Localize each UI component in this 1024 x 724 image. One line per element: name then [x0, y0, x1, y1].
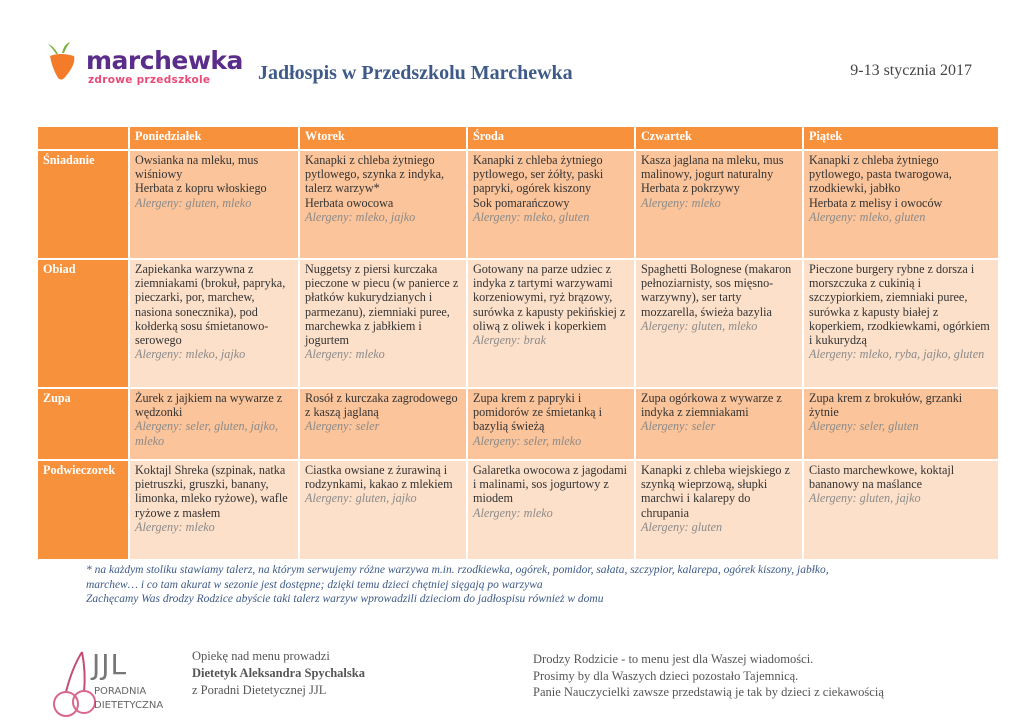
- allergens-text: Alergeny: gluten, jajko: [305, 491, 417, 506]
- day-header: Czwartek: [635, 126, 803, 150]
- dish-text: Kanapki z chleba żytniego pytlowego, pasta twarogowa, rzodkiewki, jabłko: [809, 153, 952, 196]
- menu-cell: [635, 460, 803, 560]
- corner-cell: [37, 126, 129, 150]
- menu-table: [36, 125, 1000, 561]
- dish-text: Zupa ogórkowa z wywarze z indyka z ziemniakami: [641, 391, 782, 420]
- allergens-text: Alergeny: brak: [473, 333, 546, 348]
- allergens-text: Alergeny: gluten, jajko: [809, 491, 921, 506]
- allergens-text: Alergeny: mleko: [135, 519, 215, 534]
- allergens-text: Alergeny: seler, mleko: [473, 433, 582, 448]
- menu-cell: [129, 388, 299, 460]
- allergens-text: Alergeny: mleko, ryba, jajko, gluten: [809, 347, 985, 362]
- allergens-text: Alergeny: gluten, mleko: [135, 195, 252, 210]
- menu-cell: [467, 460, 635, 560]
- menu-cell: [299, 150, 467, 259]
- day-header: Wtorek: [299, 126, 467, 150]
- menu-cell: [803, 150, 999, 259]
- jjl-clinic-logo: [52, 648, 182, 724]
- parents-line: Prosimy by dla Waszych dzieci pozostało Tajemnicą.: [533, 668, 799, 683]
- allergens-text: Alergeny: mleko, jajko: [135, 347, 246, 362]
- dish-text: Kanapki z chleba żytniego pytlowego, ser żółty, paski papryki, ogórek kiszony: [473, 153, 604, 196]
- dish-text: Żurek z jajkiem na wywarze z wędzonki: [135, 391, 283, 420]
- allergens-text: Alergeny: seler: [641, 419, 716, 434]
- dish-text: Herbata owocowa: [305, 195, 394, 210]
- dish-text: Pieczone burgery rybne z dorsza i morszczuka z cukinią i szczypiorkiem, ziemniaki puree, surówka z kapusty białej z koperkiem, rzodkiewkami, ogórkiem i kukurydzą: [809, 262, 990, 348]
- dish-text: Kanapki z chleba wiejskiego z szynką wieprzową, słupki marchwi i kalarepy do chrupania: [641, 463, 790, 520]
- note-line: Zachęcamy Was drodzy Rodzice abyście taki talerz warzyw wprowadzili dzieciom do jadłospisu również w domu: [86, 593, 604, 605]
- day-header: Piątek: [803, 126, 999, 150]
- logo-tagline: zdrowe przedszkole: [88, 74, 211, 86]
- menu-header-row: [37, 126, 999, 150]
- dish-text: Nuggetsy z piersi kurczaka pieczone w piecu (w panierce z płatków kukurydzianych i parmezanu), ziemniaki puree, marchewka z jabłkiem i jogurtem: [305, 262, 459, 348]
- day-header: Środa: [467, 126, 635, 150]
- meal-row-zupa: [37, 388, 999, 460]
- allergens-text: Alergeny: mleko: [305, 347, 385, 362]
- day-header: Poniedziałek: [129, 126, 299, 150]
- allergens-text: Alergeny: seler: [305, 419, 380, 434]
- menu-cell: [129, 460, 299, 560]
- dish-text: Spaghetti Bolognese (makaron pełnoziarnisty, sos mięsno-warzywny), ser tarty mozzarella, świeża bazylia: [641, 262, 792, 319]
- dietitian-name: Dietetyk Aleksandra Spychalska: [192, 666, 365, 680]
- allergens-text: Alergeny: seler, gluten, jajko, mleko: [135, 419, 279, 448]
- allergens-text: Alergeny: seler, gluten: [809, 419, 919, 434]
- dish-text: Zapiekanka warzywna z ziemniakami (brokuł, papryka, pieczarki, por, marchew, nasiona sonecznika), pod kołderką sosu śmietanowo-serowego: [135, 262, 286, 348]
- parents-line: Drodzy Rodzicie - to menu jest dla Waszej wiadomości.: [533, 652, 814, 666]
- marchewka-logo: [44, 40, 243, 88]
- menu-cell: [467, 150, 635, 259]
- jjl-logo-text: JJL: [92, 648, 128, 681]
- menu-cell: [467, 259, 635, 388]
- allergens-text: Alergeny: gluten: [641, 519, 723, 534]
- menu-cell: [803, 460, 999, 560]
- jjl-logo-sub2: DIETETYCZNA: [94, 700, 164, 711]
- allergens-text: Alergeny: mleko: [641, 195, 721, 210]
- dietitian-info: [192, 648, 365, 699]
- meal-row-sniadanie: [37, 150, 999, 259]
- dish-text: Owsianka na mleku, mus wiśniowy: [135, 153, 259, 182]
- menu-cell: [635, 150, 803, 259]
- allergens-text: Alergeny: mleko, gluten: [473, 209, 590, 224]
- dish-text: Ciastka owsiane z żurawiną i rodzynkami, kakao z mlekiem: [305, 463, 453, 492]
- menu-date: 9-13 stycznia 2017: [850, 62, 972, 79]
- vegetable-plate-note: [86, 563, 829, 607]
- dish-text: Zupa krem z papryki i pomidorów ze śmietanką i bazylią świeżą: [473, 391, 602, 434]
- dish-text: Rosół z kurczaka zagrodowego z kaszą jaglaną: [305, 391, 458, 420]
- dish-text: Galaretka owocowa z jagodami i malinami, sos jogurtowy z miodem: [473, 463, 627, 506]
- menu-cell: [299, 460, 467, 560]
- meal-label: Podwieczorek: [37, 460, 129, 560]
- dish-text: Koktajl Shreka (szpinak, natka pietruszki, gruszki, banany, limonka, mleko ryżowe), wafle ryżowe z masłem: [135, 463, 288, 520]
- menu-cell: [635, 259, 803, 388]
- dish-text: Herbata z kopru włoskiego: [135, 181, 267, 196]
- menu-cell: [467, 388, 635, 460]
- dish-text: Herbata z melisy i owoców: [809, 195, 943, 210]
- carrot-icon: [44, 42, 84, 86]
- note-line: marchew… i co tam akurat w sezonie jest dostępne; dzięki temu dzieci chętniej sięgają po warzywa: [86, 578, 543, 591]
- menu-cell: [803, 259, 999, 388]
- allergens-text: Alergeny: mleko: [473, 505, 553, 520]
- page-title: Jadłospis w Przedszkolu Marchewka: [258, 62, 573, 84]
- parents-message: [533, 651, 884, 701]
- dish-text: Kanapki z chleba żytniego pytlowego, szynka z indyka, talerz warzyw*: [305, 153, 445, 196]
- parents-line: Panie Nauczycielki zawsze przedstawią je tak by dzieci z ciekawością: [533, 685, 884, 699]
- jjl-logo-sub1: PORADNIA: [94, 686, 147, 697]
- diet-line: z Poradni Dietetycznej JJL: [192, 683, 327, 697]
- note-line: * na każdym stoliku stawiamy talerz, na którym serwujemy różne warzywa m.in. rzodkiewka, ogórek, pomidor, sałata, szczypior, kalarepa, ogórek kiszony, jabłko,: [86, 564, 829, 576]
- logo-brand: marchewka: [86, 46, 243, 75]
- menu-cell: [803, 388, 999, 460]
- allergens-text: Alergeny: gluten, mleko: [641, 318, 758, 333]
- dish-text: Gotowany na parze udziec z indyka z tartymi warzywami korzeniowymi, ryż brązowy, surówka z kapusty pekińskiej z oliwą z oliwek i koperkiem: [473, 262, 626, 333]
- meal-label: Śniadanie: [37, 150, 129, 259]
- allergens-text: Alergeny: mleko, jajko: [305, 209, 416, 224]
- dish-text: Kasza jaglana na mleku, mus malinowy, jogurt naturalny: [641, 153, 784, 182]
- dish-text: Zupa krem z brokułów, grzanki żytnie: [809, 391, 963, 420]
- dish-text: Sok pomarańczowy: [473, 195, 570, 210]
- menu-cell: [299, 388, 467, 460]
- allergens-text: Alergeny: mleko, gluten: [809, 209, 926, 224]
- meal-label: Obiad: [37, 259, 129, 388]
- dish-text: Ciasto marchewkowe, koktajl bananowy na maślance: [809, 463, 955, 492]
- diet-line: Opiekę nad menu prowadzi: [192, 649, 330, 663]
- dish-text: Herbata z pokrzywy: [641, 181, 740, 196]
- meal-row-podwieczorek: [37, 460, 999, 560]
- menu-cell: [129, 259, 299, 388]
- meal-row-obiad: [37, 259, 999, 388]
- meal-label: Zupa: [37, 388, 129, 460]
- menu-cell: [299, 259, 467, 388]
- menu-cell: [129, 150, 299, 259]
- menu-cell: [635, 388, 803, 460]
